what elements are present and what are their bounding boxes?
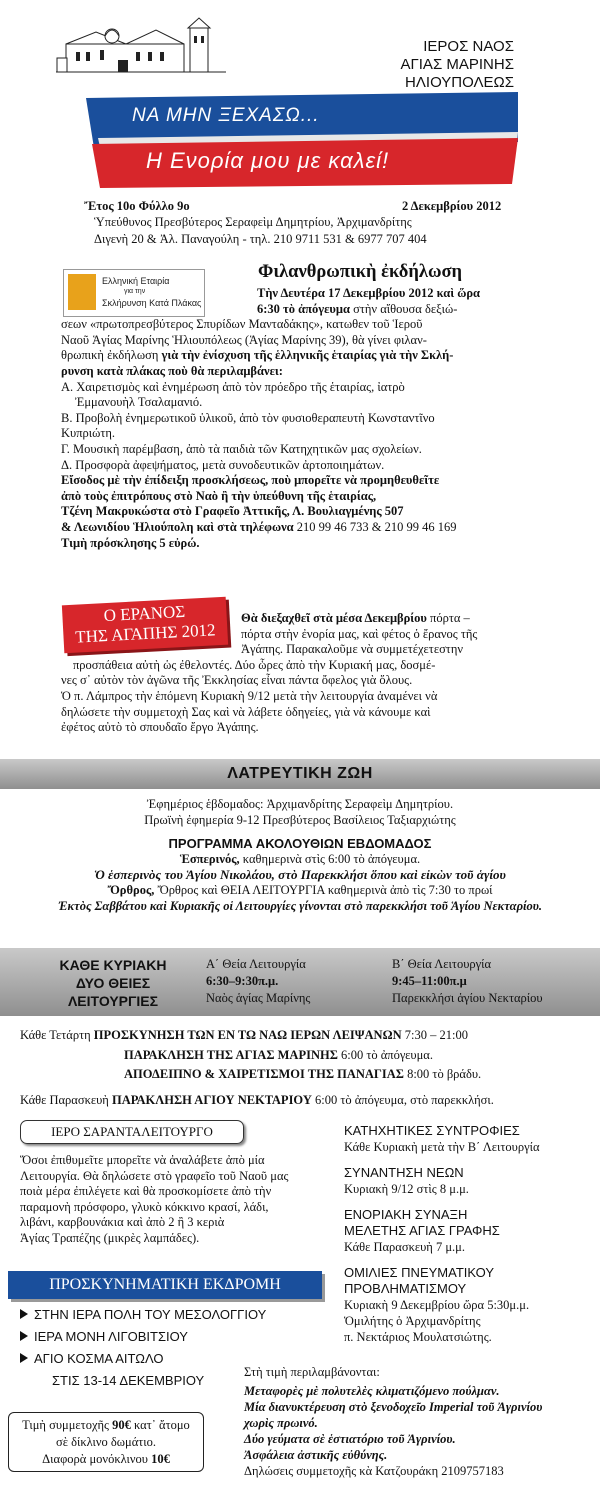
charity-line-bold: Εἴσοδος μὲ τὴν ἐπίδειξη προσκλήσεως, ποὺ μπορεῖτε νὰ προμηθευθεῖτε <box>61 473 440 488</box>
eranos-line-text: νες σ᾽ αὐτὸν τὸν ἀγῶνα τῆς Ἐκκλησίας εἶναι πάντα ὄφελος γιὰ ὅλους. <box>61 673 413 688</box>
talks-text1: Κυριακὴ 9 Δεκεμβρίου ὥρα 5:30μ.μ. <box>344 1298 530 1312</box>
sarantaleitourgo-title: ΙΕΡΟ ΣΑΡΑΝΤΑΛΕΙΤΟΥΡΓΟ <box>51 1124 213 1139</box>
talks-title1: ΟΜΙΛΙΕΣ ΠΝΕΥΜΑΤΙΚΟΥ <box>344 1265 495 1280</box>
church-title-line1: ΙΕΡΟΣ ΝΑΟΣ <box>423 38 514 55</box>
wednesday-line <box>0 1028 600 1044</box>
sarantaleitourgo-line: λιβάνι, καρβουνάκια καὶ ἀπὸ 2 ἢ 3 κεριὰ <box>20 1215 225 1230</box>
right-column <box>344 1123 594 1345</box>
second-liturgy-place: Παρεκκλήσι ἁγίου Νεκταρίου <box>392 991 543 1005</box>
contact-line: Δηλώσεις συμμετοχῆς κὰ Κατζουράκη 2109757183 <box>244 1464 504 1478</box>
charity-line-bold: γιὰ τὴν ἐνίσχυση τῆς ἑλληνικῆς ἑταιρίας γιὰ τὴν Σκλή- <box>161 348 454 363</box>
eranos-line <box>61 642 541 658</box>
charity-line <box>61 364 521 380</box>
eranos-line <box>61 720 541 736</box>
logo-line2: για την <box>124 288 146 295</box>
vespers-text: καθημερινὰ στὶς 6:00 τὸ ἀπόγευμα. <box>239 851 421 866</box>
sarantaleitourgo-line: ποιὰ μέρα ἐπιλέγετε καὶ θὰ προσκομίσετε ἀπὸ τὴν <box>20 1184 272 1199</box>
pilgrimage-item <box>20 1348 266 1370</box>
includes-title: Στὴ τιμὴ περιλαμβάνονται: <box>244 1365 380 1379</box>
bible-title1: ΕΝΟΡΙΑΚΗ ΣΥΝΑΞΗ <box>344 1207 468 1222</box>
eranos-text <box>61 611 541 736</box>
bullet-triangle-icon <box>20 1353 28 1363</box>
talks-title2: ΠΡΟΒΛΗΜΑΤΙΣΜΟΥ <box>344 1281 467 1296</box>
charity-line-bold: 6:30 τὸ ἀπόγευμα <box>257 301 350 316</box>
eranos-line <box>61 689 541 705</box>
charity-line-text: θρωπικὴ ἐκδήλωση <box>61 348 162 363</box>
price-box <box>8 1412 204 1472</box>
single-value: 10€ <box>151 1452 170 1466</box>
charity-line <box>61 411 521 427</box>
eranos-line <box>61 658 541 674</box>
includes-item: Μεταφορὲς μὲ πολυτελὲς κλιματιζόμενο πούλμαν. <box>244 1384 500 1398</box>
friday-prefix: Κάθε Παρασκευὴ <box>20 1092 112 1107</box>
vespers-line <box>0 852 600 868</box>
bullet-triangle-icon <box>20 1331 28 1341</box>
charity-line-bold: Τζένη Μακρυκώστα στὸ Γραφεῖο Ἀττικῆς, Λ. Βουλιαγμένης 507 <box>61 504 404 519</box>
charity-line-bold: Τιμὴ πρόσκλησης 5 εὐρώ. <box>61 535 200 550</box>
charity-line <box>61 302 521 318</box>
includes-item: Δύο γεύματα σὲ ἑστιατόριο τοῦ Ἀγρινίου. <box>244 1432 456 1446</box>
catechism-title: ΚΑΤΗΧΗΤΙΚΕΣ ΣΥΝΤΡΟΦΙΕΣ <box>344 1123 520 1138</box>
charity-line <box>61 536 521 552</box>
second-liturgy-time: 9:45–11:00π.μ <box>392 974 467 988</box>
marina-line <box>0 1048 600 1064</box>
bullet-triangle-icon <box>20 1309 28 1319</box>
sarantaleitourgo-line: Ὅσοι ἐπιθυμεῖτε μπορεῖτε νὰ ἀναλάβετε ἀπὸ μία <box>20 1153 265 1167</box>
charity-line-text: Α. Χαιρετισμὸς καὶ ἐνημέρωση ἀπὸ τὸν πρόεδρο τῆς ἑταιρίας, ἰατρὸ <box>61 379 405 394</box>
charity-line-text: στὴν αἴθουσα δεξιώ- <box>350 301 458 316</box>
orthros-text: Ὄρθρος καὶ ΘΕΙΑ ΛΕΙΤΟΥΡΓΙΑ καθημερινὰ ἀπὸ τὶς 7:30 το πρωί <box>154 882 493 897</box>
pilgrimage-item <box>20 1326 266 1348</box>
sarantaleitourgo-line: Λειτουργία. Θὰ δηλώσετε στὸ γραφεῖο τοῦ Ναοῦ μας <box>20 1168 289 1183</box>
charity-line <box>61 380 521 396</box>
eranos-line-text: δηλώσετε τὴν συμμετοχὴ Σας καὶ νὰ λάβετε ὁδηγείες, γιὰ νὰ κάνουμε καὶ <box>61 704 431 719</box>
single-prefix: Διαφορὰ μονόκλινου <box>42 1452 152 1466</box>
eranos-line <box>61 611 541 627</box>
charity-line <box>61 489 521 505</box>
charity-line-text: Γ. Μουσικὴ παρέμβαση, ἀπὸ τὰ παιδιὰ τῶν Κατηχητικῶν μας σχολείων. <box>61 441 422 456</box>
apodeipno-bold: ΑΠΟΔΕΙΠΝΟ & ΧΑΙΡΕΤΙΣΜΟΙ ΤΗΣ ΠΑΝΑΓΙΑΣ <box>124 1067 404 1082</box>
orthros-line <box>0 883 600 899</box>
sunday-label-line1: ΚΑΘΕ ΚΥΡΙΑΚΗ <box>59 957 167 973</box>
sarantaleitourgo-text <box>20 1153 340 1247</box>
bible-text: Κάθε Παρασκευὴ 7 μ.μ. <box>344 1240 466 1254</box>
charity-line <box>61 395 521 411</box>
charity-line <box>61 348 521 364</box>
pilgrimage-title-bar <box>8 1271 322 1299</box>
pilgrimage-item-label: ΑΓΙΟ ΚΟΣΜΑ ΑΙΤΩΛΟ <box>34 1351 164 1366</box>
charity-text <box>61 286 521 551</box>
charity-line-text: Β. Προβολὴ ἐνημερωτικοῦ ὑλικοῦ, ἀπὸ τὸν φυσιοθεραπευτὴ Κωνσταντῖνο <box>61 410 435 425</box>
charity-line-text: Κυπριώτη. <box>61 426 116 441</box>
church-illustration <box>56 14 226 76</box>
youth-text: Κυριακὴ 9/12 στὶς 8 μ.μ. <box>344 1182 469 1196</box>
charity-line-bold: ρυνση κατὰ πλάκας ποὺ θὰ περιλαμβάνει: <box>61 363 283 378</box>
eranos-line <box>61 627 541 643</box>
price-line2: σὲ δίκλινο δωμάτιο. <box>55 1435 157 1449</box>
orthros-label: Ὄρθρος, <box>107 882 155 897</box>
weekly-priest: Ἐφημέριος ἑβδομαδος: Ἀρχιμανδρίτης Σεραφεὶμ Δημητρίου. <box>146 797 454 811</box>
apodeipno-line <box>0 1067 600 1083</box>
weekly-schedule <box>0 1028 600 1108</box>
pilgrimage-item <box>20 1304 266 1326</box>
pilgrimage-title: ΠΡΟΣΚΥΝΗΜΑΤΙΚΗ ΕΚΔΡΟΜΗ <box>49 1276 281 1293</box>
charity-line-text: σεων «πρωτοπρεσβύτερος Σπυρίδων Μανταδάκης», κατωθεν τοῦ Ἱεροῦ <box>61 317 423 332</box>
sunday-label <box>28 956 198 1010</box>
eranos-line-text: πόρτα – <box>426 611 470 625</box>
banner-subtitle: Η Ενορία μου με καλεί! <box>146 148 390 173</box>
single-room-line <box>9 1451 203 1468</box>
second-liturgy-title: Β΄ Θεία Λειτουργία <box>392 957 492 971</box>
talks-text3: π. Νεκτάριος Μουλατσιώτης. <box>344 1330 492 1344</box>
address-line: Διγενὴ 20 & Ἀλ. Παναγούλη - τηλ. 210 9711 531 & 6977 707 404 <box>94 232 427 246</box>
charity-line-text: Δ. Προσφορὰ ἀφεψήματος, μετὰ συνοδευτικῶν ἀρτοποιημάτων. <box>61 457 385 472</box>
wednesday-prefix: Κάθε Τετάρτη <box>20 1028 94 1042</box>
catechism-text: Κάθε Κυριακὴ μετὰ τὴν Β΄ Λειτουργία <box>344 1140 540 1154</box>
sunday-label-line2: ΔΥΟ ΘΕΙΕΣ <box>75 975 151 991</box>
charity-line-text: 210 99 46 733 & 210 99 46 169 <box>293 519 457 534</box>
issue-number: Ἔτος 10ο Φύλλο 9ο <box>84 199 190 213</box>
logo-line1: Ελληνική Εταιρία <box>102 276 170 286</box>
priest-line: Ὑπεύθυνος Πρεσβύτερος Σεραφεὶμ Δημητρίου, Ἀρχιμανδρίτης <box>94 215 412 229</box>
charity-line <box>61 504 521 520</box>
friday-time: 6:00 τὸ ἀπόγευμα, στὸ παρεκκλήσι. <box>311 1092 494 1107</box>
charity-line <box>61 473 521 489</box>
includes-item: Μία διανυκτέρευση στὸ ξενοδοχεῖο Imperial τοῦ Ἀγρινίου <box>244 1400 543 1414</box>
banner-title: ΝΑ ΜΗΝ ΞΕΧΑΣΩ... <box>132 105 320 126</box>
eranos-line-text: προσπάθεια αὐτὴ ὡς ἐθελοντές. Δύο ὧρες ἀπὸ τὴν Κυριακή μας, δοσμέ- <box>73 657 436 672</box>
includes-item: χωρὶς πρωινό. <box>244 1416 318 1430</box>
eranos-line-text: Ὁ π. Λάμπρος τὴν ἑπόμενη Κυριακὴ 9/12 μετὰ τὴν λειτουργία ἀναμένει νὰ <box>61 688 438 703</box>
worship-text <box>0 797 600 914</box>
charity-line <box>61 426 521 442</box>
pilgrimage-item-label: ΣΤΗΝ ΙΕΡΑ ΠΟΛΗ ΤΟΥ ΜΕΣΟΛΟΓΓΙΟΥ <box>34 1307 267 1322</box>
friday-bold: ΠΑΡΑΚΛΗΣΗ ΑΓΙΟΥ ΝΕΚΤΑΡΙΟΥ <box>111 1092 312 1107</box>
charity-line-bold: Τὴν Δευτέρα 17 Δεκεμβρίου 2012 καὶ ὥρα <box>257 286 480 300</box>
church-title-line2: ΑΓΙΑΣ ΜΑΡΙΝΗΣ ΗΛΙΟΥΠΟΛΕΩΣ <box>400 56 514 91</box>
church-title <box>300 38 514 92</box>
charity-line <box>61 442 521 458</box>
except-line: Ἐκτὸς Σαββάτου καὶ Κυριακῆς οἱ Λειτουργίες γίνονται στὸ παρεκκλήσι τοῦ Ἁγίου Νεκταρίου. <box>58 898 542 913</box>
charity-line-text: Ναοῦ Ἁγίας Μαρίνης Ἡλιουπόλεως (Ἁγίας Μαρίνης 39), θὰ γίνει φιλαν- <box>61 332 427 347</box>
charity-line-text: Ἐμμανουὴλ Τσαλαμανιό. <box>75 395 203 410</box>
eranos-line-bold: Θὰ διεξαχθεῖ στὰ μέσα Δεκεμβρίου <box>241 611 427 625</box>
sarantaleitourgo-line: παραμονὴ πρόσφορο, γλυκὸ κόκκινο κρασί, λάδι, <box>20 1199 269 1214</box>
program-title: ΠΡΟΓΡΑΜΜΑ ΑΚΟΛΟΥΘΙΩΝ ΕΒΔΟΜΑΔΟΣ <box>168 836 432 852</box>
eranos-line-text: Ἀγάπης. Παρακαλοῦμε νὰ συμμετέχετεστην <box>241 642 464 657</box>
second-liturgy <box>392 956 543 1007</box>
logo-line3: Σκλήρυνση Κατά Πλάκας <box>102 298 202 308</box>
eranos-label-line1: Ο ΕΡΑΝΟΣ <box>103 601 186 626</box>
includes-block <box>244 1364 594 1479</box>
nicholas-line: Ὁ ἑσπερινὸς του Ἁγίου Νικολάου, στὸ Παρεκκλήσι ὅπου καὶ εἰκὼν τοῦ ἁγίου <box>94 867 506 883</box>
first-liturgy-time: 6:30–9:30π.μ. <box>206 974 279 988</box>
wednesday-time: 7:30 – 21:00 <box>401 1028 468 1042</box>
worship-bar <box>0 759 600 789</box>
first-liturgy <box>206 956 310 1007</box>
worship-title: ΛΑΤΡΕΥΤΙΚΗ ΖΩΗ <box>227 765 373 782</box>
charity-line-bold: & Λεωνιδίου Ἡλιούπολη καὶ στὰ τηλέφωνα <box>61 519 294 534</box>
first-liturgy-title: Α΄ Θεία Λειτουργία <box>206 957 306 971</box>
charity-title: Φιλανθρωπικὴ ἐκδήλωση <box>258 262 463 282</box>
pilgrimage-list <box>20 1304 266 1392</box>
youth-title: ΣΥΝΑΝΤΗΣΗ ΝΕΩΝ <box>344 1165 464 1180</box>
morning-priest: Πρωϊνὴ ἐφημερία 9-12 Πρεσβύτερος Βασίλειος Ταξιαρχιώτης <box>144 812 456 827</box>
charity-line <box>61 333 521 349</box>
bible-title2: ΜΕΛΕΤΗΣ ΑΓΙΑΣ ΓΡΑΦΗΣ <box>344 1223 500 1238</box>
price-prefix: Τιμὴ συμμετοχῆς <box>22 1418 113 1432</box>
eranos-line <box>61 673 541 689</box>
marina-bold: ΠΑΡΑΚΛΗΣΗ ΤΗΣ ΑΓΙΑΣ ΜΑΡΙΝΗΣ <box>124 1047 338 1062</box>
eranos-line-text: ἐφέτος αὐτὸ τὸ σπουδαῖο ἔργο Ἀγάπης. <box>61 720 259 735</box>
eranos-label-line2: ΤΗΣ ΑΓΑΠΗΣ 2012 <box>74 620 217 647</box>
price-value: 90€ <box>112 1418 131 1432</box>
pilgrimage-dates: ΣΤΙΣ 13-14 ΔΕΚΕΜΒΡΙΟΥ <box>52 1373 205 1388</box>
friday-line <box>0 1093 600 1109</box>
charity-line <box>61 317 521 333</box>
first-liturgy-place: Ναὸς ἁγίας Μαρίνης <box>206 991 311 1005</box>
pilgrimage-item-label: ΙΕΡΑ ΜΟΝΗ ΛΙΓΟΒΙΤΣΙΟΥ <box>34 1329 188 1344</box>
charity-line <box>61 286 521 302</box>
includes-item: Ἀσφάλεια ἀστικῆς εὐθύνης. <box>244 1448 388 1462</box>
sunday-label-line3: ΛΕΙΤΟΥΡΓΙΕΣ <box>67 993 159 1009</box>
charity-line-bold: ἀπὸ τοὺς ἐπιτρόπους στὸ Ναὸ ἢ τὴν ὑπεύθυνη τῆς ἑταιρίας, <box>61 488 377 503</box>
issue-date: 2 Δεκεμβρίου 2012 <box>402 199 502 213</box>
marina-time: 6:00 τὸ ἀπόγευμα. <box>337 1047 433 1062</box>
talks-text2: Ὁμιλήτης ὁ Ἀρχιμανδρίτης <box>344 1314 481 1328</box>
apodeipno-time: 8:00 τὸ βράδυ. <box>403 1067 482 1082</box>
sarantaleitourgo-title-box <box>20 1120 244 1144</box>
eranos-line <box>61 705 541 721</box>
charity-line <box>61 458 521 474</box>
sarantaleitourgo-line: Ἁγίας Τραπέζης (μικρὲς λαμπάδες). <box>20 1230 200 1245</box>
price-line <box>9 1417 203 1434</box>
vespers-label: Ἑσπερινός, <box>179 851 240 866</box>
price-suffix: κατ᾽ ἄτομο <box>130 1418 190 1432</box>
charity-line <box>61 520 521 536</box>
wednesday-bold: ΠΡΟΣΚΥΝΗΣΗ ΤΩΝ ΕΝ ΤΩ ΝΑΩ ΙΕΡΩΝ ΛΕΙΨΑΝΩΝ <box>93 1028 402 1042</box>
eranos-line-text: πόρτα στὴν ἐνορία μας, καὶ φέτος ὁ ἔρανος τῆς <box>241 626 478 641</box>
